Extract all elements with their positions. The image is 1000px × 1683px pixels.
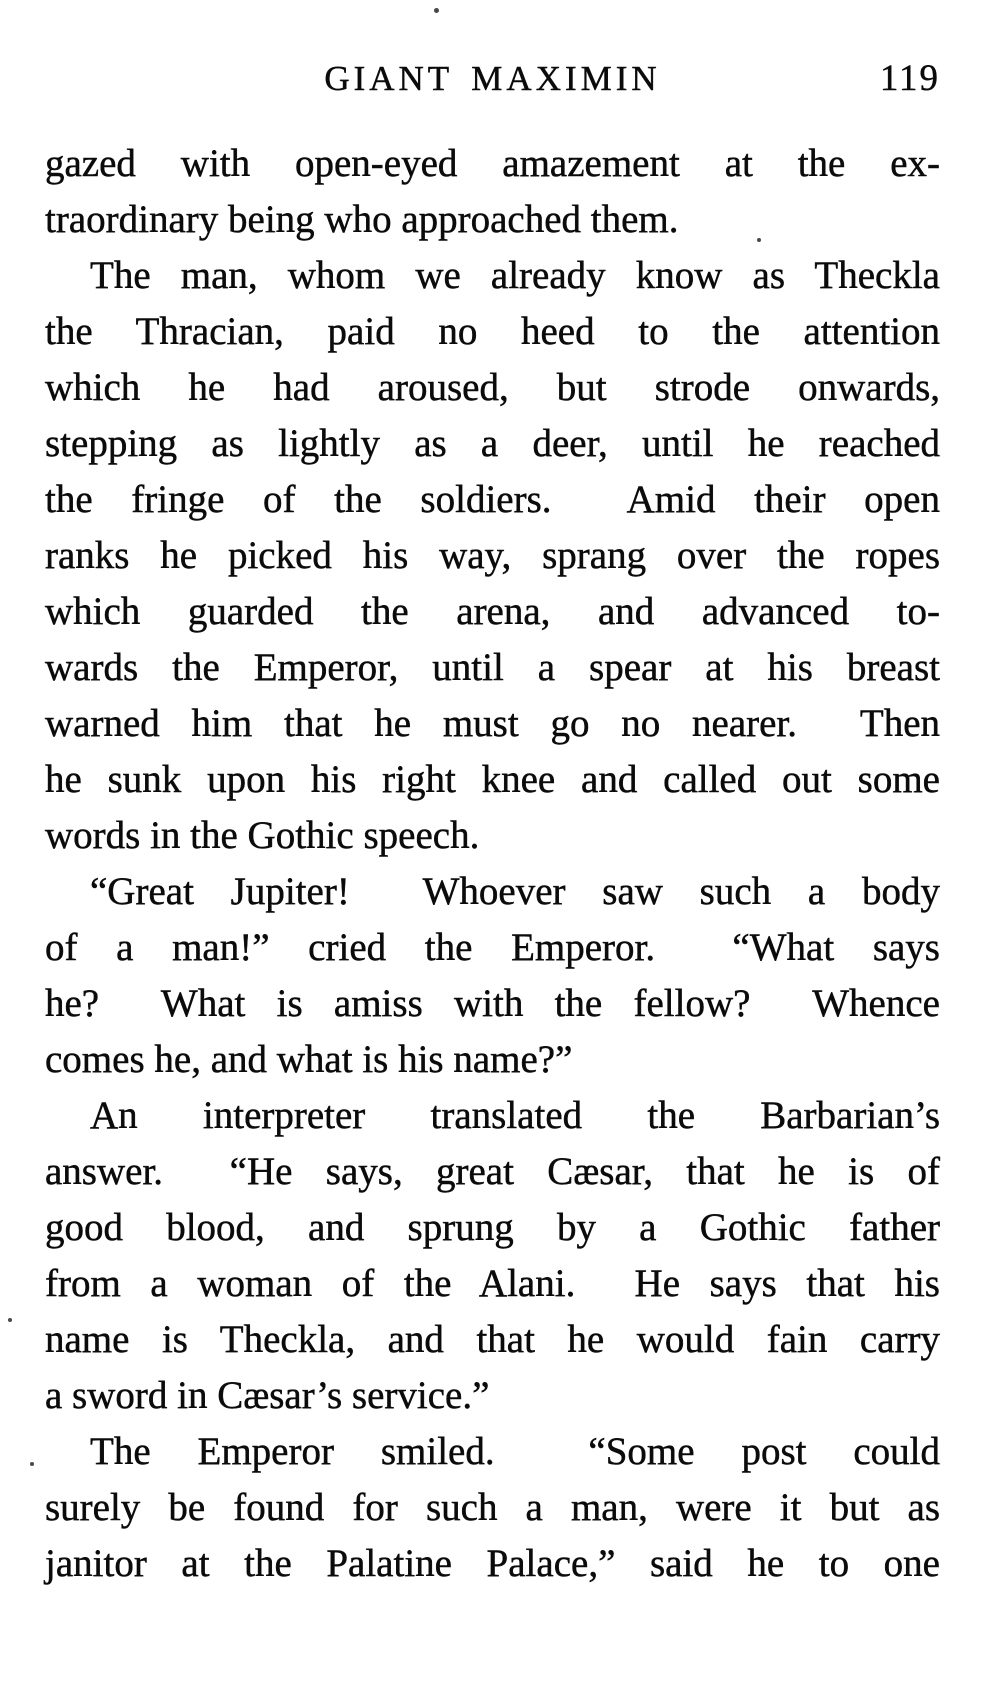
text-line: The man, whom we already know as Theckla <box>90 254 940 297</box>
text-line: gazed with open-eyed amazement at the ex- <box>45 142 940 185</box>
text-line: warned him that he must go no nearer. Then <box>45 702 940 745</box>
page-number: 119 <box>879 58 940 99</box>
text-line: wards the Emperor, until a spear at his breast <box>45 646 940 689</box>
text-line: name is Theckla, and that he would fain carry <box>45 1318 940 1361</box>
running-header <box>45 58 940 104</box>
text-line: comes he, and what is his name?” <box>45 1038 573 1081</box>
text-line: surely be found for such a man, were it but as <box>45 1486 940 1529</box>
text-line: traordinary being who approached them. <box>45 198 679 241</box>
text-line: the fringe of the soldiers. Amid their open <box>45 478 940 521</box>
scan-speck <box>8 1318 12 1322</box>
text-line: which he had aroused, but strode onwards, <box>45 366 940 409</box>
text-line: of a man!” cried the Emperor. “What says <box>45 926 940 969</box>
text-line: which guarded the arena, and advanced to- <box>45 590 940 633</box>
text-line: An interpreter translated the Barbarian’s <box>90 1094 940 1137</box>
text-line: ranks he picked his way, sprang over the ropes <box>45 534 940 577</box>
text-line: words in the Gothic speech. <box>45 814 480 857</box>
scan-speck <box>30 1462 34 1466</box>
scan-speck <box>757 238 761 242</box>
text-block <box>45 136 940 1592</box>
text-line: janitor at the Palatine Palace,” said he to one <box>45 1542 940 1585</box>
text-line: The Emperor smiled. “Some post could <box>90 1430 940 1473</box>
text-line: answer. “He says, great Cæsar, that he is of <box>45 1150 940 1193</box>
text-line: good blood, and sprung by a Gothic father <box>45 1206 940 1249</box>
scan-speck <box>434 8 439 13</box>
text-line: stepping as lightly as a deer, until he reached <box>45 422 940 465</box>
text-line: the Thracian, paid no heed to the attention <box>45 310 940 353</box>
text-line: a sword in Cæsar’s service.” <box>45 1374 490 1417</box>
text-line: “Great Jupiter! Whoever saw such a body <box>90 870 940 913</box>
text-line: he sunk upon his right knee and called out some <box>45 758 940 801</box>
text-line: from a woman of the Alani. He says that his <box>45 1262 940 1305</box>
page-title: GIANT MAXIMIN <box>324 59 661 98</box>
text-line: he? What is amiss with the fellow? Whence <box>45 982 940 1025</box>
